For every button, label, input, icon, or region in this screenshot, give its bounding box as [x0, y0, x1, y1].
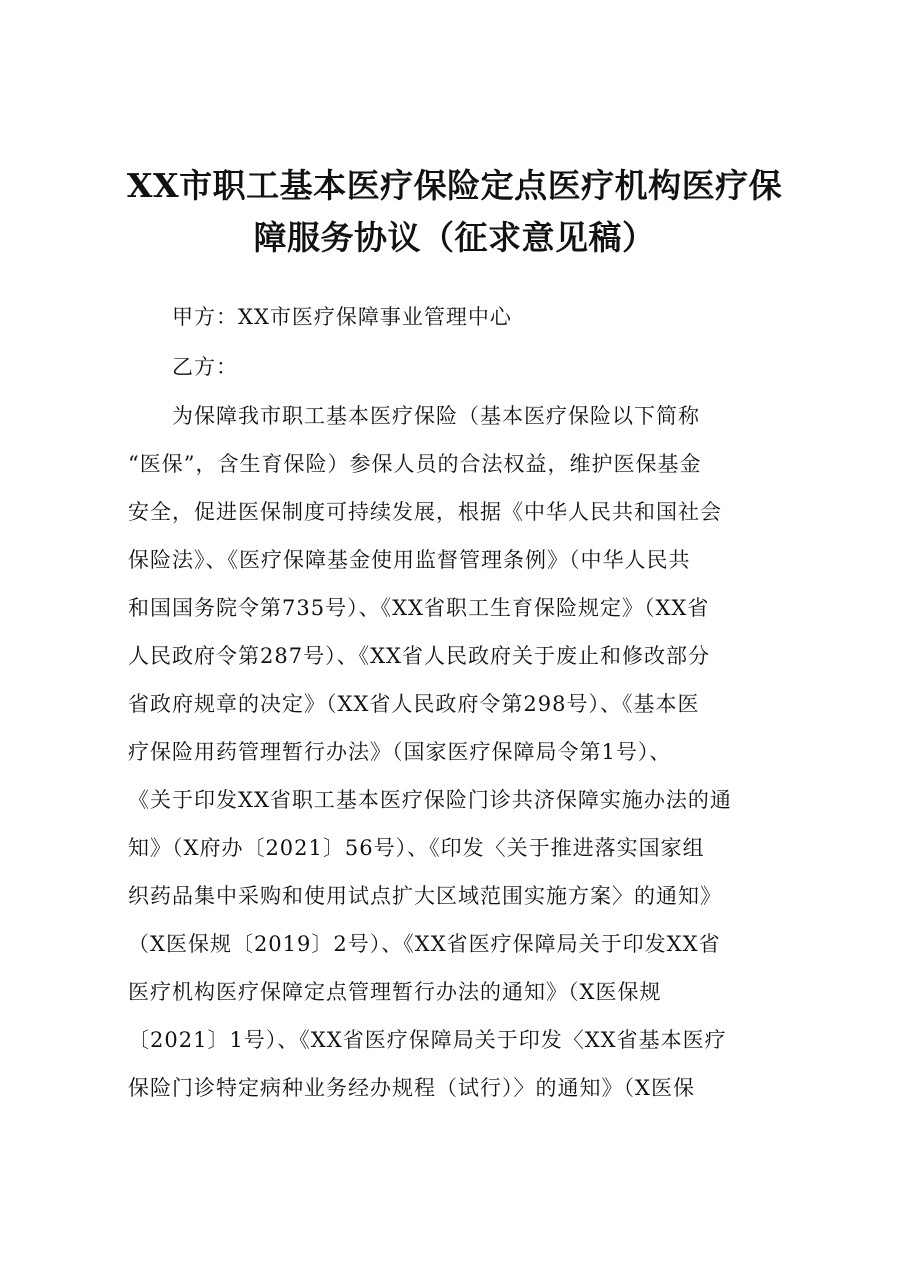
title-line-2: 障服务协议（征求意见稿） — [253, 218, 656, 257]
paragraph-line: 保险门诊特定病种业务经办规程（试行）〉的通知》（X医保 — [128, 1076, 695, 1100]
party-b-line: 乙方： — [172, 355, 238, 379]
paragraph-line: 〔2021〕1号）、《XX省医疗保障局关于印发〈XX省基本医疗 — [128, 1028, 727, 1052]
party-a-line: 甲方：XX市医疗保障事业管理中心 — [172, 305, 512, 329]
paragraph-line: 医疗机构医疗保障定点管理暂行办法的通知》（X医保规 — [128, 980, 662, 1004]
paragraph-line: “医保”，含生育保险）参保人员的合法权益，维护医保基金 — [128, 452, 702, 476]
paragraph-line: 《关于印发XX省职工基本医疗保险门诊共济保障实施办法的通 — [128, 788, 732, 812]
title-line-1: XX市职工基本医疗保险定点医疗机构医疗保 — [126, 166, 783, 205]
paragraph-line: 保险法》、《医疗保障基金使用监督管理条例》（中华人民共 — [128, 548, 691, 572]
paragraph-line: 疗保险用药管理暂行办法》（国家医疗保障局令第1号）、 — [128, 740, 672, 764]
preamble-paragraph — [128, 396, 788, 1116]
paragraph-line: 人民政府令第287号）、《XX省人民政府关于废止和修改部分 — [128, 644, 710, 668]
paragraph-line: 知》（X府办〔2021〕56号）、《印发〈关于推进落实国家组 — [128, 836, 705, 860]
paragraph-line: 省政府规章的决定》（XX省人民政府令第298号）、《基本医 — [128, 692, 700, 716]
paragraph-line: 安全，促进医保制度可持续发展，根据《中华人民共和国社会 — [128, 500, 722, 524]
paragraph-line: 为保障我市职工基本医疗保险（基本医疗保险以下简称 — [172, 404, 700, 428]
document-title — [110, 160, 799, 264]
paragraph-line: （X医保规〔2019〕2号）、《XX省医疗保障局关于印发XX省 — [128, 932, 721, 956]
paragraph-line: 和国国务院令第735号）、《XX省职工生育保险规定》（XX省 — [128, 596, 710, 620]
paragraph-line: 织药品集中采购和使用试点扩大区域范围实施方案〉的通知》 — [128, 884, 722, 908]
